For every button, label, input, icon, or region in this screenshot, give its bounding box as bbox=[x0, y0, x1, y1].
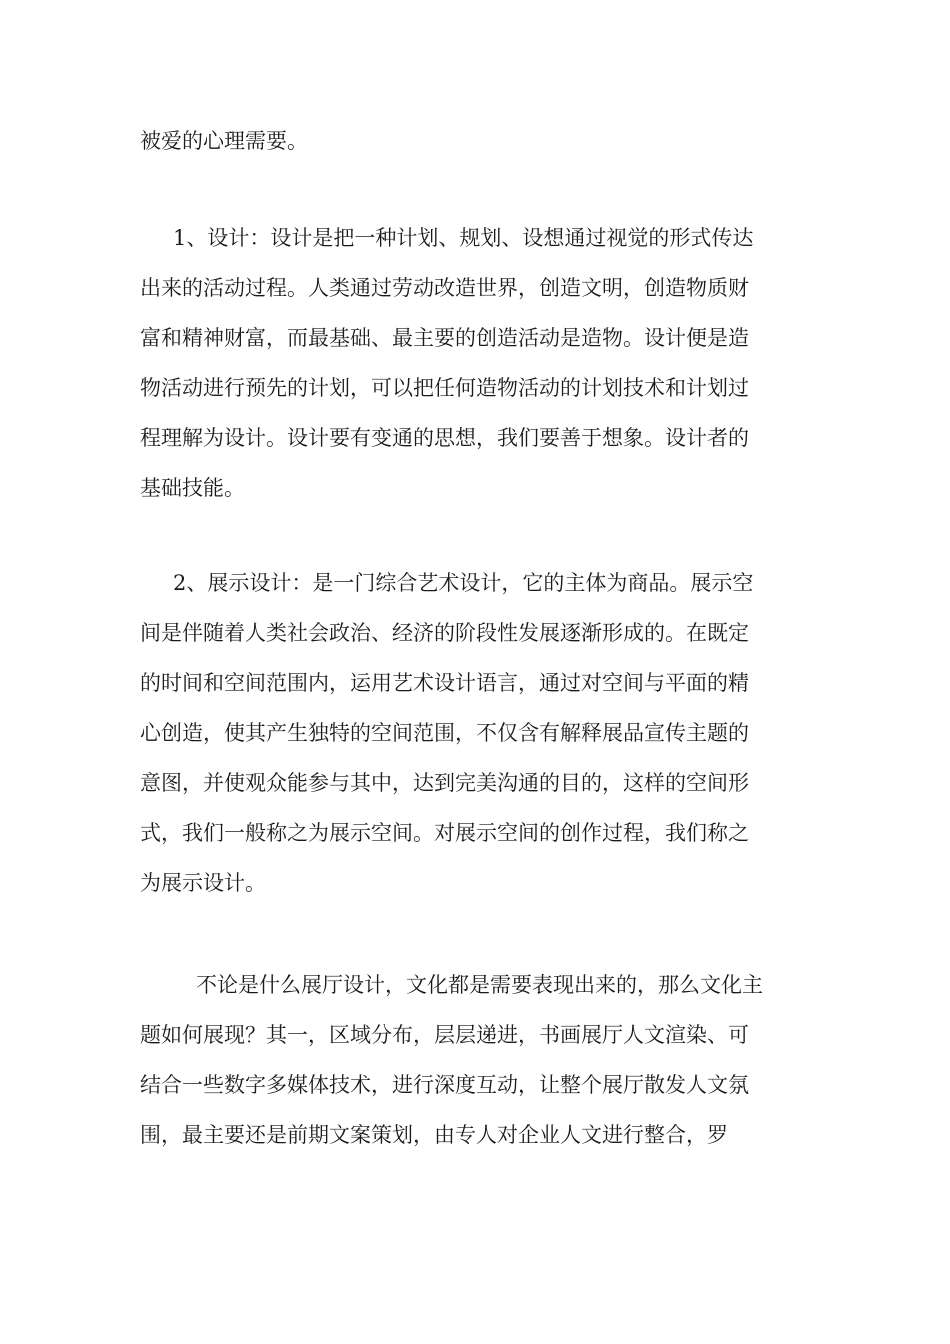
text-line: 程理解为设计。设计要有变通的思想，我们要善于想象。设计者的 bbox=[140, 426, 749, 450]
text-line: 富和精神财富，而最基础、最主要的创造活动是造物。设计便是造 bbox=[140, 326, 749, 350]
text-line: 式，我们一般称之为展示空间。对展示空间的创作过程，我们称之 bbox=[140, 821, 749, 845]
text-line: 基础技能。 bbox=[140, 476, 245, 500]
text-line: 题如何展现？其一，区域分布，层层递进，书画展厅人文渲染、可 bbox=[140, 1023, 749, 1047]
paragraph-continuation bbox=[140, 116, 800, 166]
text-line: 结合一些数字多媒体技术，进行深度互动，让整个展厅散发人文氛 bbox=[140, 1073, 749, 1097]
text-line: 的时间和空间范围内，运用艺术设计语言，通过对空间与平面的精 bbox=[140, 671, 749, 695]
text-line: 2、展示设计：是一门综合艺术设计，它的主体为商品。展示空 bbox=[173, 571, 754, 595]
text-line: 心创造，使其产生独特的空间范围，不仅含有解释展品宣传主题的 bbox=[140, 721, 749, 745]
text-line: 为展示设计。 bbox=[140, 871, 266, 895]
text-line: 物活动进行预先的计划，可以把任何造物活动的计划技术和计划过 bbox=[140, 376, 749, 400]
text-line: 不论是什么展厅设计，文化都是需要表现出来的，那么文化主 bbox=[196, 973, 763, 997]
text-line: 被爱的心理需要。 bbox=[140, 129, 308, 153]
text-line: 意图，并使观众能参与其中，达到完美沟通的目的，这样的空间形 bbox=[140, 771, 749, 795]
text-line: 间是伴随着人类社会政治、经济的阶段性发展逐渐形成的。在既定 bbox=[140, 621, 749, 645]
paragraph-exhibition-design bbox=[140, 558, 800, 908]
text-line: 出来的活动过程。人类通过劳动改造世界，创造文明，创造物质财 bbox=[140, 276, 749, 300]
text-line: 围，最主要还是前期文案策划，由专人对企业人文进行整合，罗 bbox=[140, 1123, 728, 1147]
paragraph-design-definition bbox=[140, 213, 800, 513]
text-line: 1、设计：设计是把一种计划、规划、设想通过视觉的形式传达 bbox=[173, 226, 754, 250]
paragraph-culture-theme bbox=[140, 960, 800, 1160]
